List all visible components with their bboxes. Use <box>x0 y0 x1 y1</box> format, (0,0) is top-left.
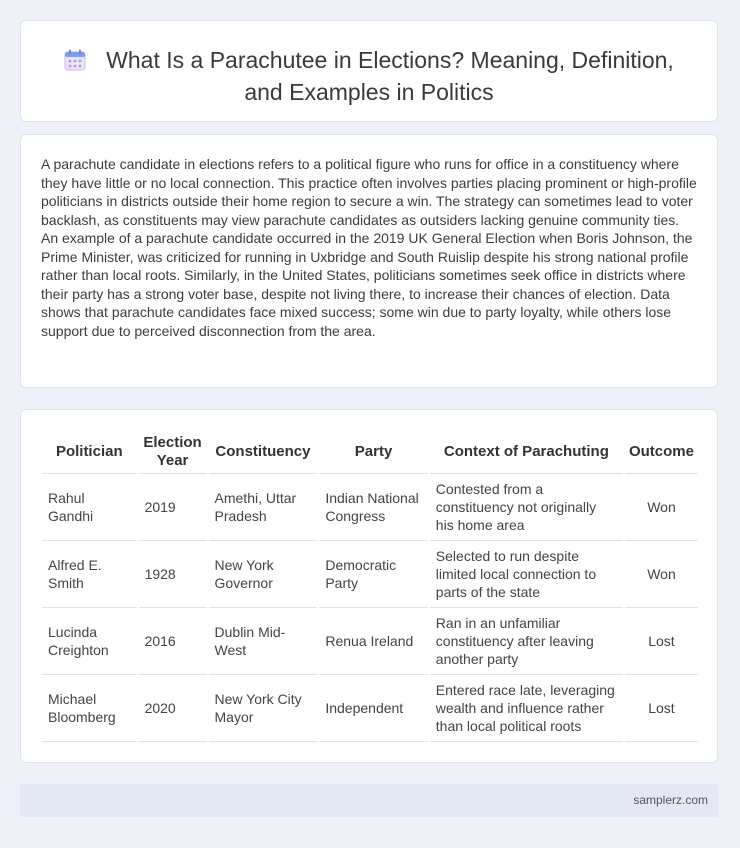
cell-constituency: New York Governor <box>208 541 319 608</box>
cell-constituency: Dublin Mid-West <box>208 608 319 675</box>
cell-year: 2019 <box>138 474 208 541</box>
cell-year: 2016 <box>138 608 208 675</box>
page-title <box>21 46 717 107</box>
cell-outcome: Lost <box>624 675 698 742</box>
cell-constituency: Amethi, Uttar Pradesh <box>208 474 319 541</box>
header-party: Party <box>318 430 428 474</box>
intro-card <box>20 134 718 388</box>
cell-politician: Alfred E. Smith <box>42 541 138 608</box>
cell-party: Independent <box>318 675 428 742</box>
cell-context: Entered race late, leveraging wealth and influence rather than local political roots <box>429 675 624 742</box>
header-outcome: Outcome <box>624 430 698 474</box>
table-row <box>42 541 698 608</box>
cell-outcome: Won <box>624 541 698 608</box>
table-row <box>42 675 698 742</box>
cell-politician: Michael Bloomberg <box>42 675 138 742</box>
cell-year: 1928 <box>138 541 208 608</box>
cell-constituency: New York City Mayor <box>208 675 319 742</box>
title-line-2: and Examples in Politics <box>244 79 494 105</box>
cell-outcome: Lost <box>624 608 698 675</box>
header-constituency: Constituency <box>208 430 319 474</box>
cell-party: Indian National Congress <box>318 474 428 541</box>
footer-bar <box>20 784 718 817</box>
cell-context: Ran in an unfamiliar constituency after leaving another party <box>429 608 624 675</box>
table-header-row <box>42 430 698 474</box>
header-politician: Politician <box>42 430 138 474</box>
header-election-year: Election Year <box>138 430 208 474</box>
cell-party: Renua Ireland <box>318 608 428 675</box>
table-row <box>42 608 698 675</box>
cell-context: Contested from a constituency not originally his home area <box>429 474 624 541</box>
table-row <box>42 474 698 541</box>
cell-politician: Lucinda Creighton <box>42 608 138 675</box>
header-context: Context of Parachuting <box>429 430 624 474</box>
cell-outcome: Won <box>624 474 698 541</box>
parachute-candidates-table <box>42 430 698 742</box>
title-line-1: What Is a Parachutee in Elections? Meaning, Definition, <box>106 47 674 73</box>
calendar-icon <box>64 49 86 78</box>
cell-year: 2020 <box>138 675 208 742</box>
footer-site-link[interactable]: samplerz.com <box>633 793 708 807</box>
title-card <box>20 20 718 122</box>
cell-party: Democratic Party <box>318 541 428 608</box>
table-card <box>20 409 718 763</box>
cell-context: Selected to run despite limited local connection to parts of the state <box>429 541 624 608</box>
intro-paragraph: A parachute candidate in elections refers to a political figure who runs for office in a constituency where they have little or no local connection. This practice often involves parties placing prominent or high-profile politicians in districts outside their home region to secure a win. The strategy can sometimes lead to voter backlash, as constituents may view parachute candidates as outsiders lacking genuine community ties. An example of a parachute candidate occurred in the 2019 UK General Election when Boris Johnson, the Prime Minister, was criticized for running in Uxbridge and South Ruislip despite his strong national profile rather than local roots. Similarly, in the United States, politicians sometimes seek office in districts where their party has a strong voter base, despite not living there, to increase their chances of election. Data shows that parachute candidates face mixed success; some win due to party loyalty, while others lose support due to perceived disconnection from the area. <box>41 156 697 339</box>
cell-politician: Rahul Gandhi <box>42 474 138 541</box>
